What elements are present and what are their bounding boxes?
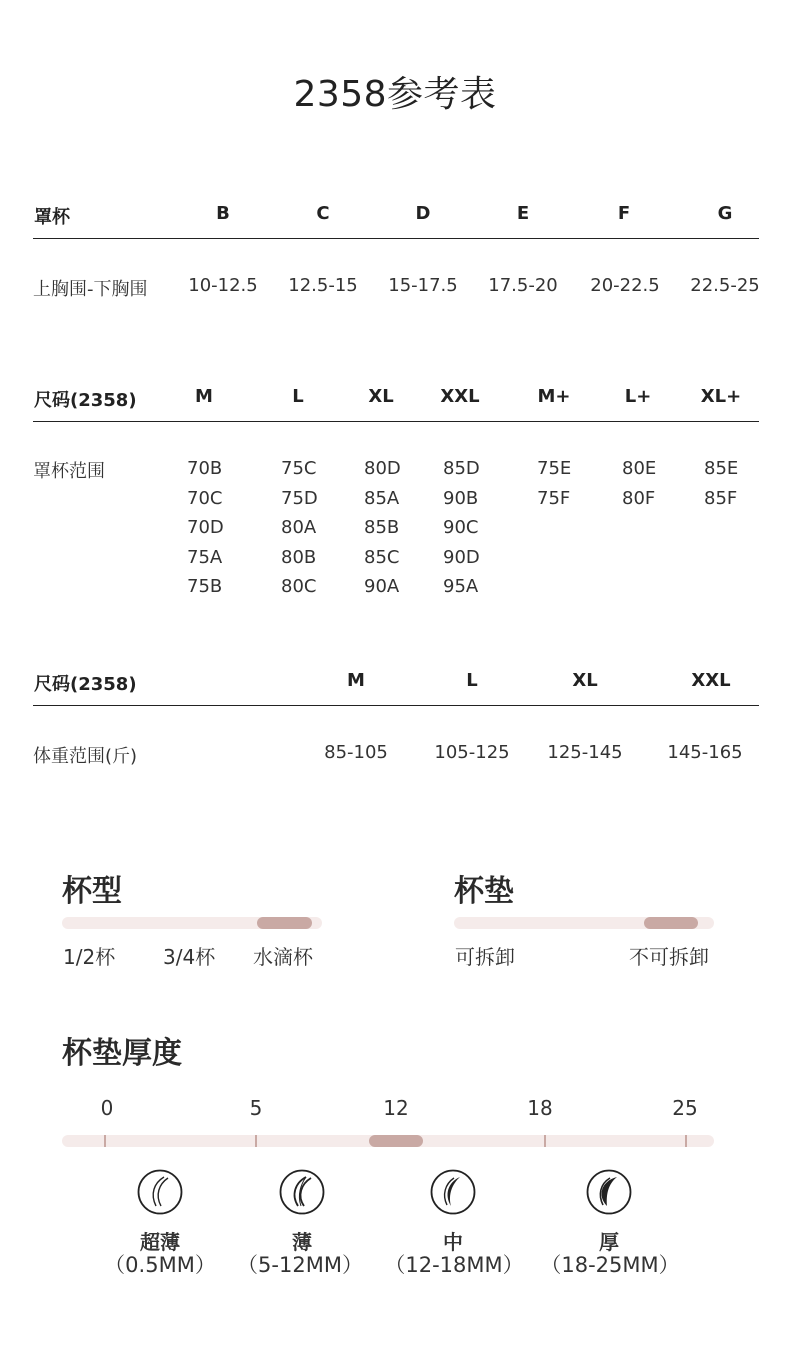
cup-range-value: 90D — [443, 546, 480, 568]
ultra-thin-pad-icon — [137, 1169, 183, 1215]
size-header: L+ — [624, 386, 652, 407]
scale-number: 12 — [383, 1096, 409, 1120]
cup-range-value: 95A — [443, 576, 479, 597]
cup-range-value: 75E — [537, 458, 572, 479]
cup-range-value: 90C — [443, 517, 479, 538]
table-divider — [33, 421, 759, 422]
cup-range-value: 80F — [622, 487, 656, 509]
cup-pad-indicator — [644, 917, 698, 929]
weight-range-value: 85-105 — [324, 742, 388, 763]
cup-range-value: 70D — [187, 517, 224, 538]
bust-diff-label: 上胸围-下胸围 — [33, 279, 148, 300]
cup-range-value: 75C — [281, 458, 317, 479]
cup-range-value: 85C — [364, 546, 400, 568]
cup-range-value: 75B — [187, 576, 223, 597]
cup-range-value: 80D — [364, 458, 401, 479]
thickness-indicator — [369, 1135, 423, 1147]
size-row-label: 尺码(2358) — [34, 390, 137, 411]
size-header: M+ — [537, 386, 571, 407]
weight-size-header: XXL — [691, 670, 731, 691]
cup-header: D — [415, 203, 431, 224]
cup-range-value: 90A — [364, 576, 400, 597]
cup-type-option: 1/2杯 — [63, 945, 116, 969]
weight-range-label: 体重范围(斤) — [33, 746, 138, 767]
scale-number: 25 — [672, 1096, 698, 1120]
size-header: XL — [368, 386, 394, 407]
pad-thickness-title: 杯垫厚度 — [62, 1036, 182, 1071]
bust-diff-value: 22.5-25 — [690, 275, 760, 296]
cup-range-column — [622, 454, 656, 513]
cup-range-label: 罩杯范围 — [33, 461, 105, 482]
cup-range-value: 80C — [281, 576, 317, 597]
cup-range-value: 80B — [281, 546, 317, 568]
cup-range-column — [364, 454, 401, 602]
thickness-level-range: （18-25MM） — [540, 1253, 680, 1277]
cup-header: G — [717, 203, 733, 224]
cup-type-option: 3/4杯 — [163, 945, 216, 969]
size-header: XL+ — [700, 386, 742, 407]
cup-range-value: 85A — [364, 487, 400, 509]
bust-diff-value: 15-17.5 — [388, 275, 458, 296]
cup-header: E — [516, 203, 530, 224]
cup-row-label: 罩杯 — [34, 207, 70, 228]
cup-range-value: 85E — [704, 458, 739, 479]
cup-type-option: 水滴杯 — [253, 945, 313, 969]
thickness-level-name: 超薄 — [140, 1230, 180, 1254]
cup-range-value: 75A — [187, 546, 223, 568]
medium-pad-icon — [430, 1169, 476, 1215]
weight-range-value: 105-125 — [434, 742, 510, 763]
cup-type-indicator — [257, 917, 312, 929]
cup-pad-option: 不可拆卸 — [629, 945, 709, 969]
cup-type-title: 杯型 — [62, 874, 122, 909]
weight-range-value: 125-145 — [547, 742, 623, 763]
cup-range-column — [537, 454, 571, 513]
cup-range-value: 80A — [281, 517, 317, 538]
size-header: M — [195, 386, 213, 407]
weight-size-row-label: 尺码(2358) — [34, 674, 137, 695]
bust-diff-value: 20-22.5 — [590, 275, 660, 296]
cup-pad-title: 杯垫 — [454, 874, 514, 909]
cup-header: B — [216, 203, 230, 224]
cup-range-value: 75D — [281, 487, 318, 509]
cup-range-column — [443, 454, 480, 602]
cup-header: C — [316, 203, 330, 224]
weight-range-value: 145-165 — [667, 742, 743, 763]
cup-range-value: 70C — [187, 487, 223, 509]
thickness-level-name: 中 — [443, 1230, 463, 1254]
scale-number: 5 — [249, 1096, 263, 1120]
weight-size-header: L — [466, 670, 478, 691]
cup-range-value: 85B — [364, 517, 400, 538]
thickness-level-range: （0.5MM） — [104, 1253, 216, 1277]
thick-pad-icon — [586, 1169, 632, 1215]
table-divider — [33, 238, 759, 239]
thickness-level-name: 薄 — [292, 1230, 312, 1254]
cup-header: F — [617, 203, 631, 224]
cup-pad-option: 可拆卸 — [455, 945, 515, 969]
cup-range-value: 70B — [187, 458, 223, 479]
bust-diff-value: 12.5-15 — [288, 275, 358, 296]
scale-tick — [685, 1135, 687, 1147]
cup-range-column — [187, 454, 224, 602]
cup-range-column — [704, 454, 738, 513]
cup-range-column — [281, 454, 318, 602]
thin-pad-icon — [279, 1169, 325, 1215]
scale-number: 18 — [527, 1096, 553, 1120]
weight-size-header: XL — [572, 670, 598, 691]
scale-tick — [544, 1135, 546, 1147]
page-title: 2358参考表 — [293, 74, 497, 115]
cup-range-value: 90B — [443, 487, 479, 509]
table-divider — [33, 705, 759, 706]
thickness-level-range: （12-18MM） — [384, 1253, 524, 1277]
scale-number: 0 — [100, 1096, 114, 1120]
bust-diff-value: 10-12.5 — [188, 275, 258, 296]
thickness-level-name: 厚 — [599, 1230, 619, 1254]
weight-size-header: M — [347, 670, 365, 691]
cup-range-value: 85D — [443, 458, 480, 479]
scale-tick — [255, 1135, 257, 1147]
scale-tick — [104, 1135, 106, 1147]
cup-range-value: 85F — [704, 487, 738, 509]
cup-range-value: 80E — [622, 458, 657, 479]
bust-diff-value: 17.5-20 — [488, 275, 558, 296]
size-header: XXL — [440, 386, 480, 407]
cup-range-value: 75F — [537, 487, 571, 509]
thickness-level-range: （5-12MM） — [237, 1253, 363, 1277]
size-header: L — [292, 386, 304, 407]
